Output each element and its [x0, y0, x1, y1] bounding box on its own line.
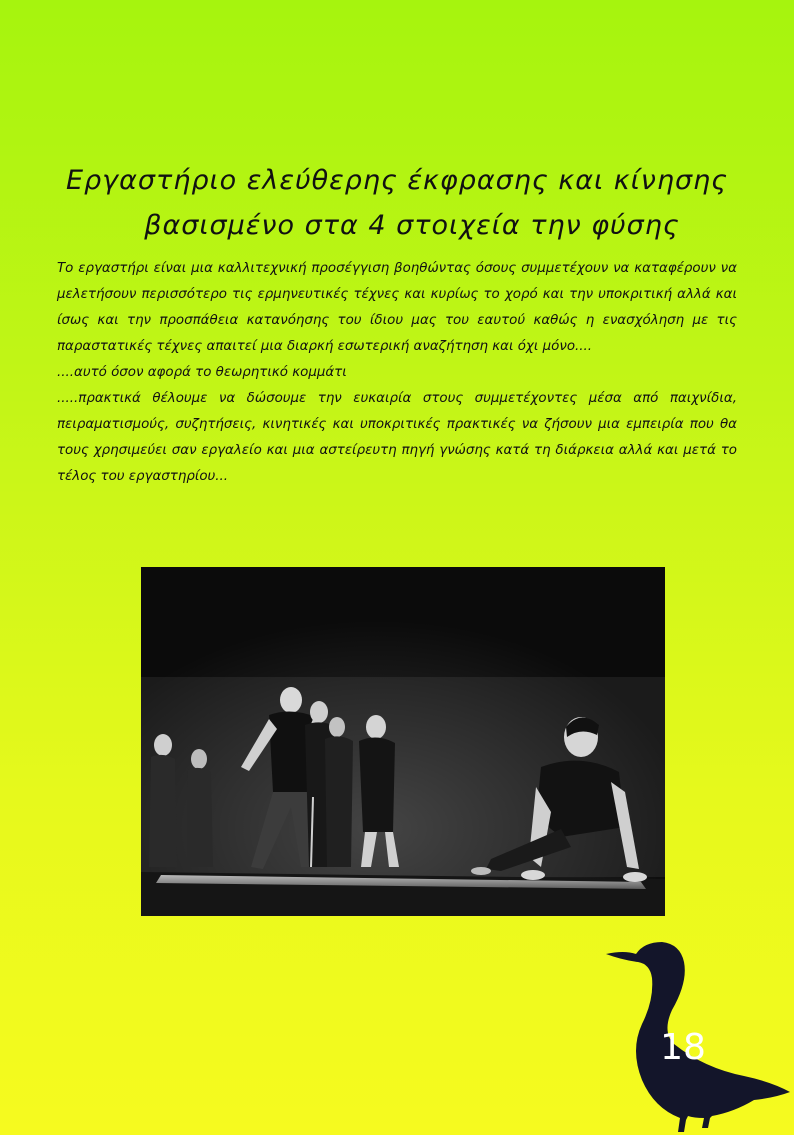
title-line-2: βασισμένο στα 4 στοιχεία την φύσης — [144, 210, 680, 241]
body-text — [57, 256, 737, 490]
page-number: 18 — [660, 1027, 706, 1068]
stage-performance-photo — [141, 567, 665, 916]
title-line-1: Εργαστήριο ελεύθερης έκφρασης και κίνησης — [65, 165, 729, 196]
paragraph-intro: Το εργαστήρι είναι μια καλλιτεχνική προσέγγιση βοηθώντας όσους συμμετέχουν να καταφέρουν να μελετήσουν περισσότερο τις ερμηνευτικές τέχνες και κυρίως το χορό και την υποκριτική αλλά και ίσως και την προσπάθεια κατανόησης του ίδιου μας του εαυτού καθώς η ενασχόληση με τις παραστατικές τέχνες απαιτεί μια διαρκή εσωτερική αναζήτηση και όχι μόνο.... — [57, 261, 737, 354]
paragraph-theory: ....αυτό όσον αφορά το θεωρητικό κομμάτι — [57, 365, 347, 380]
paragraph-practice: .....πρακτικά θέλουμε να δώσουμε την ευκαιρία στους συμμετέχοντες μέσα από παιχνίδια, πειραματισμούς, συζητήσεις, κινητικές και υποκριτικές πρακτικές να ζήσουν μια εμπειρία που θα τους χρησιμεύει σαν εργαλείο και μια αστείρευτη πηγή γνώσης κατά τη διάρκεια αλλά και μετά το τέλος του εργαστηρίου... — [57, 391, 737, 484]
